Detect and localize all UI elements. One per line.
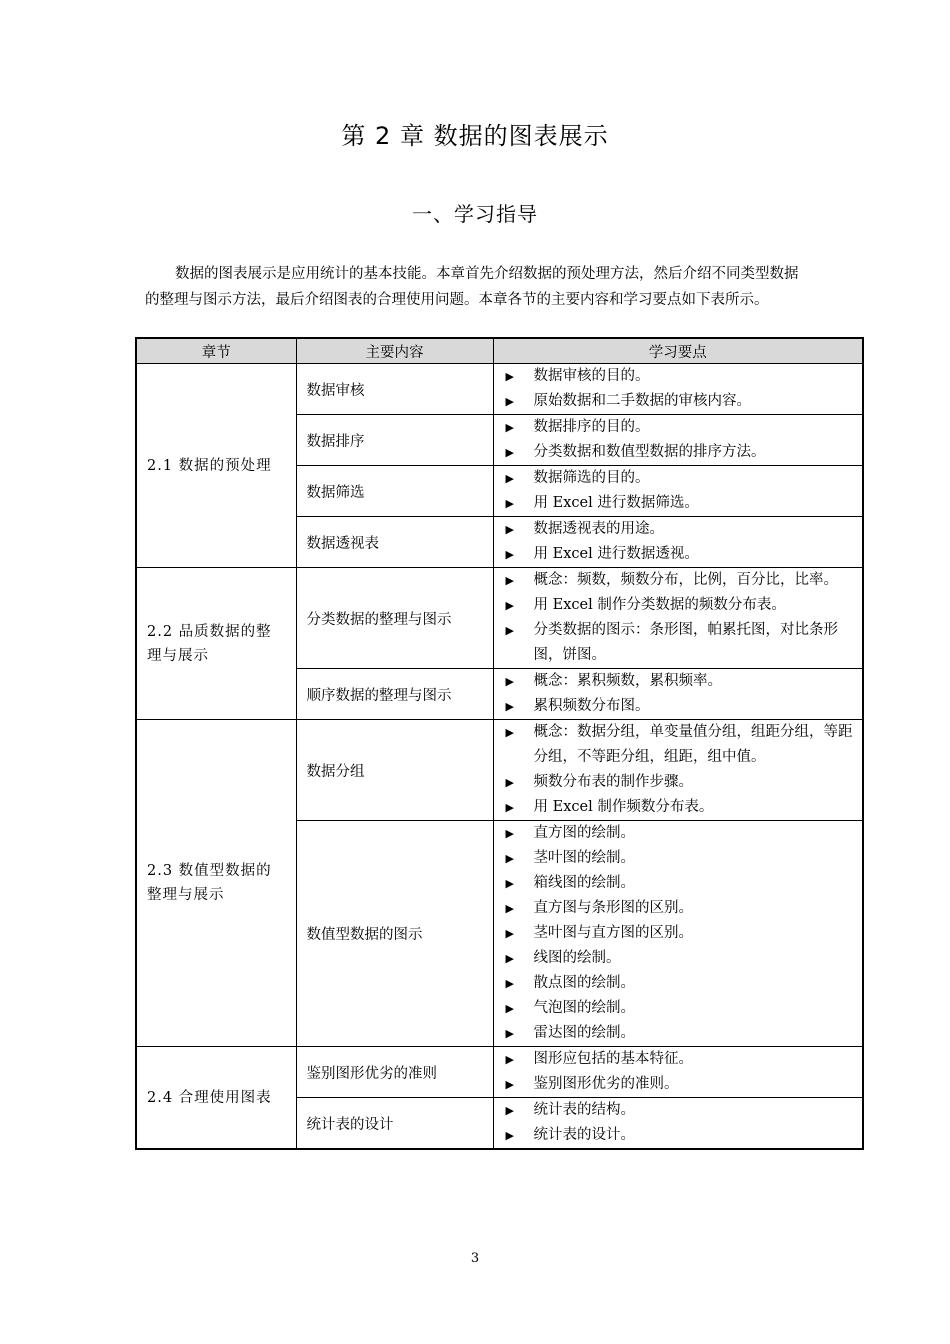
bullet-icon: ▶: [505, 776, 514, 789]
points-cell: [493, 720, 863, 821]
chapter-title: 第 2 章 数据的图表展示: [341, 122, 609, 150]
list-item: [502, 1047, 855, 1072]
section-cell: 2.2 品质数据的整理与展示: [136, 568, 296, 720]
list-item: [502, 971, 855, 996]
point-text: 雷达图的绘制。: [533, 1025, 635, 1041]
list-item: [502, 896, 855, 921]
point-text: 累积频数分布图。: [533, 698, 650, 714]
point-text: 直方图与条形图的区别。: [533, 900, 693, 916]
intro-paragraph: 数据的图表展示是应用统计的基本技能。本章首先介绍数据的预处理方法，然后介绍不同类型数据的整理与图示方法，最后介绍图表的合理使用问题。本章各节的主要内容和学习要点如下表所示。: [145, 266, 799, 308]
list-item: [502, 1098, 855, 1123]
header-points: 学习要点: [493, 338, 863, 364]
bullet-icon: ▶: [505, 877, 514, 890]
bullet-icon: ▶: [505, 726, 514, 739]
bullet-icon: ▶: [505, 977, 514, 990]
list-item: [502, 542, 855, 567]
list-item: [502, 568, 855, 593]
point-text: 分类数据的图示：条形图，帕累托图，对比条形图，饼图。: [533, 622, 838, 663]
point-text: 散点图的绘制。: [533, 975, 635, 991]
bullet-icon: ▶: [505, 801, 514, 814]
point-text: 概念：累积频数，累积频率。: [533, 673, 722, 689]
table-row: [136, 720, 863, 821]
section-cell: 2.1 数据的预处理: [136, 364, 296, 568]
table-row: [136, 568, 863, 669]
list-item: [502, 618, 855, 668]
list-item: [502, 593, 855, 618]
list-item: [502, 846, 855, 871]
list-item: [502, 996, 855, 1021]
table-row: [136, 1047, 863, 1098]
summary-table: [135, 337, 864, 1150]
list-item: [502, 1021, 855, 1046]
point-text: 用 Excel 进行数据筛选。: [533, 495, 699, 511]
points-cell: [493, 415, 863, 466]
section-cell: 2.3 数值型数据的整理与展示: [136, 720, 296, 1047]
point-text: 数据排序的目的。: [533, 419, 650, 435]
header-section: 章节: [136, 338, 296, 364]
bullet-icon: ▶: [505, 497, 514, 510]
point-text: 鉴别图形优劣的准则。: [533, 1076, 679, 1092]
points-cell: [493, 1098, 863, 1150]
points-cell: [493, 669, 863, 720]
bullet-icon: ▶: [505, 370, 514, 383]
list-item: [502, 921, 855, 946]
list-item: [502, 440, 855, 465]
bullet-icon: ▶: [505, 700, 514, 713]
points-cell: [493, 1047, 863, 1098]
topic-cell: 数据审核: [296, 364, 493, 415]
bullet-icon: ▶: [505, 1129, 514, 1142]
topic-cell: 数值型数据的图示: [296, 821, 493, 1047]
bullet-icon: ▶: [505, 599, 514, 612]
list-item: [502, 389, 855, 414]
topic-cell: 数据分组: [296, 720, 493, 821]
topic-cell: 顺序数据的整理与图示: [296, 669, 493, 720]
list-item: [502, 517, 855, 542]
topic-cell: 数据排序: [296, 415, 493, 466]
list-item: [502, 491, 855, 516]
bullet-icon: ▶: [505, 675, 514, 688]
bullet-icon: ▶: [505, 472, 514, 485]
list-item: [502, 415, 855, 440]
point-text: 箱线图的绘制。: [533, 875, 635, 891]
list-item: [502, 821, 855, 846]
point-text: 数据筛选的目的。: [533, 470, 650, 486]
list-item: [502, 946, 855, 971]
list-item: [502, 770, 855, 795]
point-text: 用 Excel 制作频数分布表。: [533, 799, 714, 815]
bullet-icon: ▶: [505, 624, 514, 637]
bullet-icon: ▶: [505, 548, 514, 561]
table-header-row: [136, 338, 863, 364]
point-text: 概念：频数，频数分布，比例，百分比，比率。: [533, 572, 838, 588]
table-row: [136, 364, 863, 415]
table-body: [136, 364, 863, 1150]
bullet-icon: ▶: [505, 1053, 514, 1066]
points-cell: [493, 517, 863, 568]
bullet-icon: ▶: [505, 574, 514, 587]
bullet-icon: ▶: [505, 446, 514, 459]
point-text: 茎叶图的绘制。: [533, 850, 635, 866]
bullet-icon: ▶: [505, 1078, 514, 1091]
list-item: [502, 871, 855, 896]
point-text: 数据审核的目的。: [533, 368, 650, 384]
list-item: [502, 720, 855, 770]
bullet-icon: ▶: [505, 952, 514, 965]
topic-cell: 鉴别图形优劣的准则: [296, 1047, 493, 1098]
points-cell: [493, 568, 863, 669]
point-text: 分类数据和数值型数据的排序方法。: [533, 444, 766, 460]
point-text: 频数分布表的制作步骤。: [533, 774, 693, 790]
point-text: 数据透视表的用途。: [533, 521, 664, 537]
bullet-icon: ▶: [505, 927, 514, 940]
bullet-icon: ▶: [505, 1002, 514, 1015]
bullet-icon: ▶: [505, 852, 514, 865]
point-text: 用 Excel 进行数据透视。: [533, 546, 699, 562]
point-text: 图形应包括的基本特征。: [533, 1051, 693, 1067]
point-text: 线图的绘制。: [533, 950, 621, 966]
list-item: [502, 1072, 855, 1097]
point-text: 原始数据和二手数据的审核内容。: [533, 393, 751, 409]
list-item: [502, 795, 855, 820]
list-item: [502, 694, 855, 719]
bullet-icon: ▶: [505, 827, 514, 840]
bullet-icon: ▶: [505, 1104, 514, 1117]
section-heading: 一、学习指导: [412, 202, 538, 226]
list-item: [502, 669, 855, 694]
point-text: 直方图的绘制。: [533, 825, 635, 841]
points-cell: [493, 364, 863, 415]
point-text: 茎叶图与直方图的区别。: [533, 925, 693, 941]
point-text: 统计表的结构。: [533, 1102, 635, 1118]
section-cell: 2.4 合理使用图表: [136, 1047, 296, 1150]
list-item: [502, 1123, 855, 1148]
point-text: 用 Excel 制作分类数据的频数分布表。: [533, 597, 786, 613]
bullet-icon: ▶: [505, 395, 514, 408]
bullet-icon: ▶: [505, 1027, 514, 1040]
list-item: [502, 364, 855, 389]
topic-cell: 数据筛选: [296, 466, 493, 517]
point-text: 统计表的设计。: [533, 1127, 635, 1143]
topic-cell: 统计表的设计: [296, 1098, 493, 1150]
bullet-icon: ▶: [505, 902, 514, 915]
topic-cell: 分类数据的整理与图示: [296, 568, 493, 669]
header-content: 主要内容: [296, 338, 493, 364]
point-text: 概念：数据分组，单变量值分组，组距分组，等距分组，不等距分组，组距，组中值。: [533, 724, 853, 765]
page-number: 3: [470, 1251, 480, 1266]
points-cell: [493, 821, 863, 1047]
point-text: 气泡图的绘制。: [533, 1000, 635, 1016]
bullet-icon: ▶: [505, 421, 514, 434]
points-cell: [493, 466, 863, 517]
bullet-icon: ▶: [505, 523, 514, 536]
topic-cell: 数据透视表: [296, 517, 493, 568]
list-item: [502, 466, 855, 491]
